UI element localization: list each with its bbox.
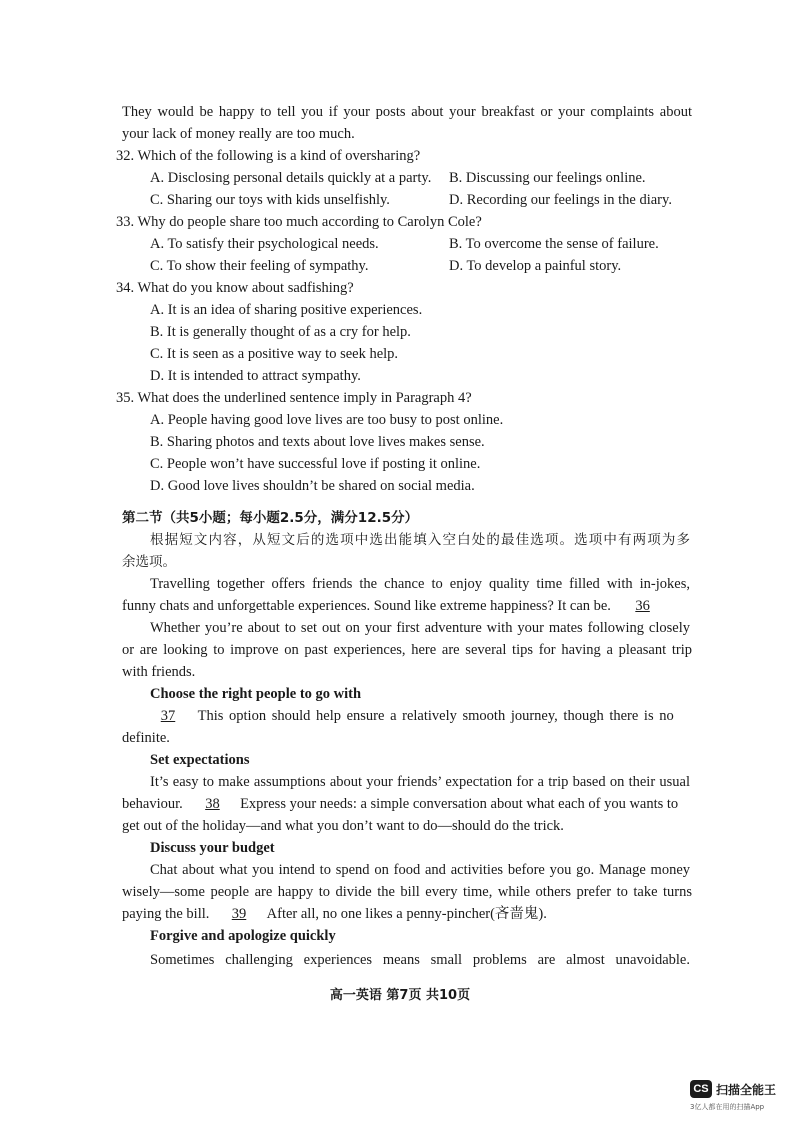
question-35-stem: 35. What does the underlined sentence imply in Paragraph 4? (116, 390, 472, 406)
question-35-option-c[interactable]: C. People won’t have successful love if posting it online. (150, 456, 481, 472)
passage-p2-line-1: Whether you’re about to set out on your first adventure with your mates following closely (150, 620, 690, 636)
watermark-tagline: 3亿人都在用的扫描App (690, 1103, 765, 1111)
subheading-forgive-apologize: Forgive and apologize quickly (150, 928, 336, 944)
passage-p3-text: This option should help ensure a relatively smooth journey, though there is no (197, 708, 674, 724)
question-33-stem: 33. Why do people share too much according to Carolyn Cole? (116, 214, 482, 230)
blank-38[interactable]: 38 (205, 796, 220, 812)
passage-p4-post: Express your needs: a simple conversation about what each of you wants to (240, 796, 679, 812)
question-35-option-a[interactable]: A. People having good love lives are too busy to post online. (150, 412, 504, 428)
camscanner-logo-icon: CS (690, 1080, 712, 1098)
passage-p6-line-1: Sometimes challenging experiences means small problems are almost unavoidable. (150, 952, 690, 968)
passage-p3-line-2: definite. (122, 730, 170, 746)
question-34-stem: 34. What do you know about sadfishing? (116, 280, 354, 296)
question-32-option-b[interactable]: B. Discussing our feelings online. (449, 170, 646, 186)
blank-37[interactable]: 37 (160, 708, 176, 724)
passage-p1-text: funny chats and unforgettable experiences. Sound like extreme happiness? It can be. (122, 598, 611, 614)
passage-p4-line-2 (122, 794, 692, 814)
subheading-set-expectations: Set expectations (150, 752, 250, 768)
passage-p4-pre: behaviour. (122, 796, 183, 812)
question-32-option-c[interactable]: C. Sharing our toys with kids unselfishly. (150, 192, 390, 208)
passage-p2-line-3: with friends. (122, 664, 196, 680)
subheading-discuss-budget: Discuss your budget (150, 840, 275, 856)
passage-p1-line-2 (122, 596, 692, 616)
passage-p3-line-1 (148, 706, 690, 726)
scanner-watermark (690, 1080, 790, 1120)
question-33-option-c[interactable]: C. To show their feeling of sympathy. (150, 258, 369, 274)
passage-p4-line-1: It’s easy to make assumptions about your friends’ expectation for a trip based on their usual (150, 774, 690, 790)
passage-p5-line-2: wisely—some people are happy to divide the bill every time, while others prefer to take turns (122, 884, 692, 900)
question-33-option-d[interactable]: D. To develop a painful story. (449, 258, 622, 274)
question-35-option-d[interactable]: D. Good love lives shouldn’t be shared on social media. (150, 478, 475, 494)
question-34-option-d[interactable]: D. It is intended to attract sympathy. (150, 368, 361, 384)
passage-p5-post: After all, no one likes a penny-pincher(吝啬鬼). (266, 906, 547, 922)
passage-p4-line-3: get out of the holiday—and what you don’t want to do—should do the trick. (122, 818, 564, 834)
page-footer: 高一英语 第7页 共10页 (329, 988, 471, 1003)
blank-39[interactable]: 39 (231, 906, 247, 922)
question-32-stem: 32. Which of the following is a kind of oversharing? (116, 148, 421, 164)
passage-p2-line-2: or are looking to improve on past experiences, here are several tips for having a pleasant trip (122, 642, 692, 658)
question-35-option-b[interactable]: B. Sharing photos and texts about love lives makes sense. (150, 434, 485, 450)
intro-line-2: your lack of money really are too much. (122, 126, 355, 142)
question-33-option-b[interactable]: B. To overcome the sense of failure. (449, 236, 659, 252)
watermark-app-name: 扫描全能王 (716, 1083, 777, 1097)
question-34-option-c[interactable]: C. It is seen as a positive way to seek help. (150, 346, 399, 362)
subheading-choose-people: Choose the right people to go with (150, 686, 362, 702)
intro-line-1: They would be happy to tell you if your posts about your breakfast or your complaints about (122, 104, 692, 120)
section-2-instruction-2: 余选项。 (122, 554, 176, 570)
passage-p5-line-3 (122, 904, 692, 924)
blank-36[interactable]: 36 (635, 598, 650, 614)
question-32-option-a[interactable]: A. Disclosing personal details quickly at a party. (150, 170, 432, 186)
question-32-option-d[interactable]: D. Recording our feelings in the diary. (449, 192, 672, 208)
section-2-title: 第二节（共5小题；每小题2.5分，满分12.5分） (122, 510, 419, 526)
passage-p5-pre: paying the bill. (122, 906, 210, 922)
question-34-option-a[interactable]: A. It is an idea of sharing positive experiences. (150, 302, 423, 318)
question-34-option-b[interactable]: B. It is generally thought of as a cry for help. (150, 324, 411, 340)
section-2-instruction-1: 根据短文内容，从短文后的选项中选出能填入空白处的最佳选项。选项中有两项为多 (150, 532, 690, 548)
passage-p5-line-1: Chat about what you intend to spend on food and activities before you go. Manage money (150, 862, 690, 878)
passage-p1-line-1: Travelling together offers friends the chance to enjoy quality time filled with in-jokes, (150, 576, 690, 592)
question-33-option-a[interactable]: A. To satisfy their psychological needs. (150, 236, 379, 252)
